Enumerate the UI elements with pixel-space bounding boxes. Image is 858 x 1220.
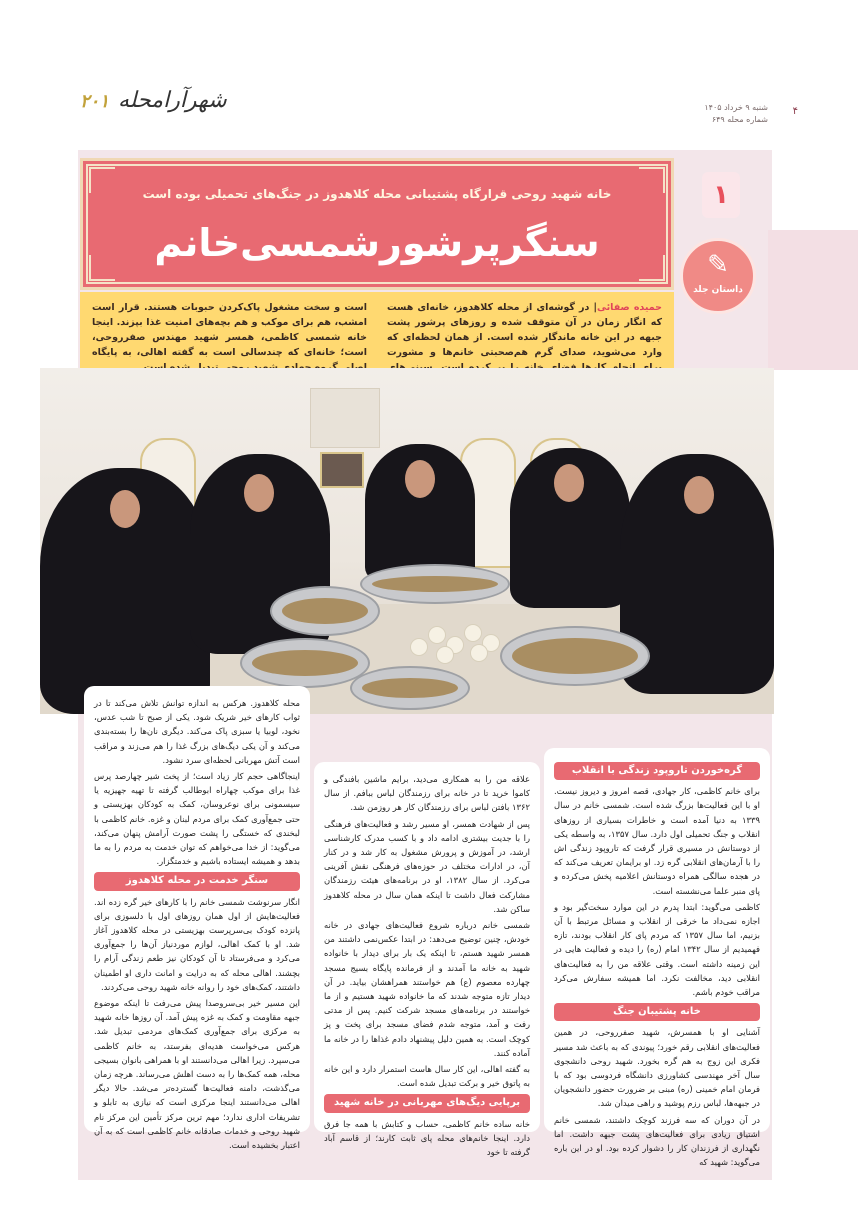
section-heading: سنگر خدمت در محله کلاهدوز bbox=[94, 872, 300, 890]
grain-tray bbox=[360, 564, 510, 604]
paragraph: محله کلاهدوز. هرکس به اندازه توانش تلاش می‌کند تا در ثواب کارهای خیر شریک شود. یکی از صبح تا شب عدس، نخود، لوبیا یا سبزی پاک می‌کند. دیگری نان‌ها را بسته‌بندی می‌کند و آن یکی دیگ‌های بزرگ غذا را هم می‌زند و مراقب است آتش مهربانی لحظه‌ای سرد نشود. bbox=[94, 698, 300, 765]
issue-line: شماره محله ۶۴۹ bbox=[711, 115, 768, 124]
brand-name: شهرآرامحله bbox=[118, 88, 227, 113]
face bbox=[684, 476, 714, 514]
onion bbox=[428, 626, 446, 644]
person bbox=[40, 468, 210, 714]
paragraph: اینجاگاهی حجم کار زیاد است؛ از پخت شیر چهارصد پرس غذا برای موکب چهاراه ابوطالب گرفته تا تهیه جهیزیه یا سیسمونی برای نوعروسان، کمک به کودکان بهزیستی و حتی جمع‌آوری کمک برای مردم لبنان و غزه. خانم کاظمی با لبخندی که خستگی را پشت صورت آرامش پنهان می‌کند، می‌گوید: از خدا می‌خواهم که توان خدمت به مردم را به ما بدهد و همیشه ایستاده باشیم و خدمتگزار. bbox=[94, 771, 300, 867]
face bbox=[110, 490, 140, 528]
paragraph: برای خانم کاظمی، کار جهادی، قصه امروز و دیروز نیست. او با این فعالیت‌ها بزرگ شده است. شمسی خانم در سال ۱۳۳۹ به دنیا آمده است و خاطرات بسیاری از روزهای انقلاب و جنگ تحمیلی اول دارد. سال ۱۳۵۷، به واسطه یکی از دوستانش در مسیری قرار گرفت که تاروپود زندگی اش را با آرمان‌های انقلابی گره زد. او برایمان تعریف می‌کند که در هجده سالگی همراه دوستانش اعلامیه پخش می‌کرده و پای منبر علما می‌نشسته است. bbox=[554, 786, 760, 896]
article-title: سنگرپرشورشمسی‌خانم bbox=[154, 221, 600, 265]
date-line: شنبه ۹ خرداد ۱۴۰۵ bbox=[704, 103, 768, 112]
page-number: ۴ bbox=[792, 106, 798, 117]
grain-tray bbox=[240, 638, 370, 688]
date-block bbox=[704, 102, 768, 126]
paragraph: علاقه من را به همکاری می‌دید، برایم ماشین بافندگی و کاموا خرید تا در خانه برای رزمندگان لباس ببافم. از سال ۱۳۶۲ بافتن لباس برای رزمندگان کار هر روزمن شد. bbox=[324, 774, 530, 813]
grain bbox=[372, 576, 498, 592]
section-label: داستان جلد bbox=[693, 285, 743, 295]
paragraph: به گفته اهالی، این کار سال هاست استمرار دارد و این خانه به پاتوق خیر و برکت تبدیل شده است. bbox=[324, 1064, 530, 1089]
face bbox=[554, 464, 584, 502]
article-subtitle: خانه شهید روحی قرارگاه پشتیبانی محله کلاهدوز در جنگ‌های تحمیلی بوده است bbox=[142, 187, 612, 201]
story-number-badge: ۱ bbox=[702, 172, 740, 218]
side-tab-background bbox=[768, 230, 858, 370]
brand-number: ۲۰۱ bbox=[80, 91, 110, 112]
brand-logo bbox=[80, 88, 227, 113]
paragraph: کاظمی می‌گوید: ابتدا پدرم در این موارد سخت‌گیر بود و اجازه نمی‌داد ما خرقی از انقلاب و مسائل مرتبط با آن بزنیم، اما سال ۱۳۵۷ که مردم پای کار انقلاب بودند، تازه فهمیدیم از سال ۱۳۴۲ امام (ره) را دیده و فعالیت هایی در این زمینه داشته است. وقتی علاقه من را به فعالیت‌های انقلابی دید، مخالفت نکرد. اما همیشه سفارش می‌کرد مراقب خودم باشم. bbox=[554, 901, 760, 998]
onion bbox=[464, 624, 482, 642]
author-name: حمیده صفائی bbox=[596, 302, 663, 313]
paragraph: در آن دوران که سه فرزند کوچک داشتند، شمسی خانم اشتیاق زیادی برای فعالیت‌های پشت جبهه داشت. اما نگهداری از فرزندان کار را دشوار کرده بود. او در این باره می‌گوید: شهید که bbox=[554, 1114, 760, 1168]
section-heading: برپایی دیگ‌های مهربانی در خانه شهید bbox=[324, 1094, 530, 1112]
paragraph: انگار سرنوشت شمسی خانم را با کارهای خیر گره زده اند. فعالیت‌هایش از اول همان روزهای اول با دلسوزی برای پانزده کودک بی‌سرپرست بهزیستی در محله کلاهدوز آغاز شد. او با کمک اهالی، لوازم موردنیاز آن‌ها را جمع‌آوری می‌کرد و می‌فرستاد تا آن کودکان نیز طعم زندگی آرام را بچشند. اهالی محله که به درایت و امانت داری او اطمینان داشتند، کمک‌های خود را روانه خانه شهید روحی می‌کردند. bbox=[94, 896, 300, 992]
grain bbox=[512, 638, 638, 674]
paragraph: خانه ساده خانم کاظمی، حساب و کتابش با همه جا فرق دارد. اینجا خانم‌های محله پای ثابت کارند؛ از قاسم آباد گرفته تا خود bbox=[324, 1118, 530, 1158]
face bbox=[244, 474, 274, 512]
face bbox=[405, 460, 435, 498]
text-column-left bbox=[84, 686, 310, 1151]
intro-left-column: است و سخت مشغول پاک‌کردن حبوبات هستند. قرار است امشب، هم برای موکب و هم بچه‌های امنیت غذا بپزند. اینجا خانه شمسی کاظمی، همسر شهید مهندس صفرروحی، است؛ خانه‌ای که چندسالی است به گفته اهالی، به پایگاه bbox=[92, 302, 367, 358]
paragraph: پس از شهادت همسر، او مسیر رشد و فعالیت‌های فرهنگی را با جدیت بیشتری ادامه داد و با کسب مدرک کارشناسی ارشد، در آموزش و پرورش مشغول به کار شد و در کنار آن، در ادارات مختلف در حوزه‌های فرهنگی نقش آفرینی می‌کرد. از سال ۱۳۸۲، او در برنامه‌های هیئت رزمندگان مشارکت فعال داشت تا اینکه همان سال در محله کلاهدوز ساکن شد. bbox=[324, 818, 530, 914]
intro-box bbox=[80, 292, 674, 368]
cover-story-badge bbox=[680, 238, 756, 314]
section-heading: خانه پشتیبان جنگ bbox=[554, 1003, 760, 1021]
onion-pile bbox=[410, 618, 510, 664]
grain-tray bbox=[350, 666, 470, 710]
title-banner bbox=[80, 158, 674, 290]
person bbox=[510, 448, 630, 608]
intro-right-text: | در گوشه‌ای از محله کلاهدوز، خانه‌ای هست که انگار زمان در آن متوقف شده و روزهای پرشور پشت جبهه در این خانه ماندگار شده است. از همان لحظه‌ای که وارد می‌شوید، صدای گرم هم‌صحبتی خانم‌ها و مشورت bbox=[387, 302, 662, 358]
wall-decoration bbox=[310, 388, 380, 448]
onion bbox=[410, 638, 428, 656]
onion bbox=[470, 644, 488, 662]
grain-tray bbox=[270, 586, 380, 636]
pencil-icon: ✎ bbox=[707, 250, 729, 280]
grain bbox=[362, 678, 458, 698]
onion bbox=[436, 646, 454, 664]
person bbox=[365, 444, 475, 584]
text-column-right bbox=[544, 748, 770, 1168]
picture-frame bbox=[320, 452, 364, 488]
page-header bbox=[80, 88, 798, 128]
grain bbox=[252, 650, 358, 676]
grain bbox=[282, 598, 368, 624]
text-column-middle bbox=[314, 762, 540, 1158]
paragraph: شمسی خانم درباره شروع فعالیت‌های جهادی در خانه خودش، چنین توضیح می‌دهد: در ابتدا عکس‌نمی داشتند من همسر شهید هستم، تا اینکه یک بار برای دیدار با خانواده شهید به خانه ما آمدند و از فرمانده پایگاه بسیج مسجد چهارده معصوم (ع) هم خواستند همراهشان بیاید. در آن دیدار تازه متوجه شدند که ما خانواده شهید هستیم و از ما خواستند در برنامه‌های مسجد شرکت کنیم. پس از مدتی رفت و آمد، متوجه شدم فضای مسجد برای پخت و پز کوچک است. به همین دلیل پیشنهاد دادم غذاها را در خانه ما آماده کنند. bbox=[324, 920, 530, 1058]
main-photo bbox=[40, 368, 774, 714]
paragraph: این مسیر خیر بی‌سروصدا پیش می‌رفت تا اینکه موضوع جبهه مقاومت و کمک به غزه پیش آمد. آن روزها خانه شهید به مرکزی برای جمع‌آوری کمک‌های مردمی تبدیل شد. هرکس می‌خواست هدیه‌ای بفرستد، به خانم کاظمی می‌سپرد. زیرا اهالی می‌دانستند او با همراهی بانوان بسیجی محله، همه کمک‌ها را به دست اهلش می‌رساند. هرچه زمان می‌گذشت، دامنه فعالیت‌ها گسترده‌تر می‌شد. حالا دیگر اهالی می‌دانستند اینجا مرکزی است که نیازی به تابلو و تشریفات اداری ندارد؛ مهم ترین مرکز تأمین این مرکز نام شهید روحی و خدمات صادقانه خانم کاظمی است که به آن اعتبار بخشیده است. bbox=[94, 998, 300, 1151]
section-heading: گره‌خوردن تاروپود زندگی با انقلاب bbox=[554, 762, 760, 780]
grain-tray bbox=[500, 626, 650, 686]
paragraph: آشنایی او با همسرش، شهید صفرروحی، در همین فعالیت‌های انقلابی رقم خورد؛ پیوندی که به باعث شد مسیر فکری این زوج به هم گره بخورد. شهید روحی دانشجوی سال آخر مهندسی کشاورزی دانشگاه فردوسی بود که با فرمان امام خمینی (ره) مبنی بر ضرورت حضور دانشجویان در جبهه‌ها، لباس رزم پوشید و راهی میدان شد. bbox=[554, 1027, 760, 1109]
